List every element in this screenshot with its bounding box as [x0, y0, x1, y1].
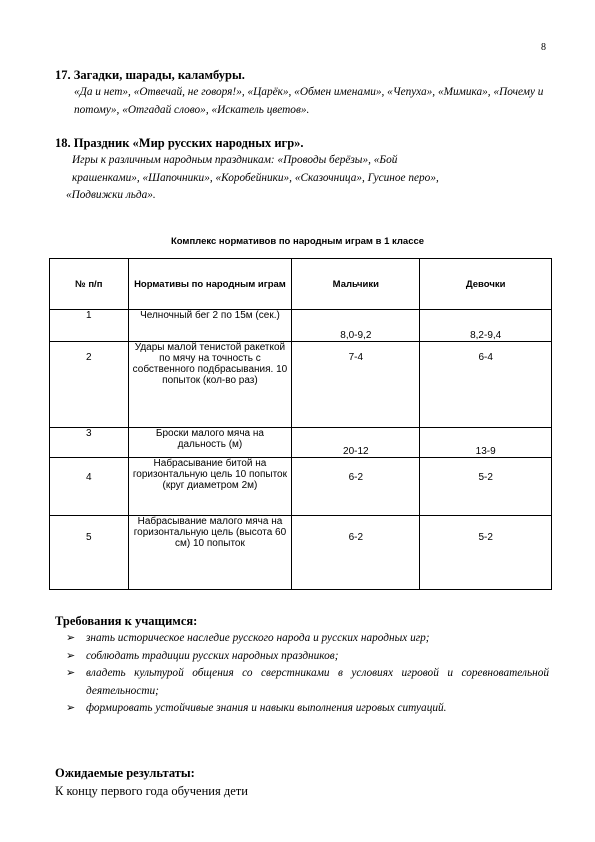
list-item [66, 630, 549, 648]
row-girls-value: 6-4 [420, 342, 552, 428]
row-boys-value: 6-2 [292, 516, 420, 590]
section-18-line-1: Игры к различным народным праздникам: «Проводы берёзы», «Бой [72, 154, 398, 166]
row-number: 3 [50, 428, 129, 458]
row-boys-value: 20-12 [292, 428, 420, 458]
row-girls-value: 5-2 [420, 516, 552, 590]
section-18-line-3: «Подвижки льда». [66, 189, 156, 201]
page-number: 8 [541, 42, 546, 53]
row-number: 2 [50, 342, 129, 428]
header-girls: Девочки [420, 259, 552, 310]
row-number: 4 [50, 458, 129, 516]
requirements-list [66, 630, 549, 718]
requirement-text: знать историческое наследие русского народа и русских народных игр; [86, 632, 430, 644]
row-boys-value: 7-4 [292, 342, 420, 428]
table-row [50, 428, 552, 458]
section-18-line-2: крашенками», «Шапочники», «Коробейники», «Сказочница», Гусиное перо», [72, 171, 439, 184]
requirement-text: владеть культурой общения со сверстниками в условиях игровой и соревновательной деятельности; [86, 667, 549, 697]
row-boys-value: 6-2 [292, 458, 420, 516]
row-number: 5 [50, 516, 129, 590]
list-item [66, 665, 549, 700]
table-row [50, 310, 552, 342]
header-number: № п/п [50, 259, 129, 310]
row-girls-value: 8,2-9,4 [420, 310, 552, 342]
row-boys-value: 8,0-9,2 [292, 310, 420, 342]
requirement-text: соблюдать традиции русских народных праздников; [86, 649, 339, 662]
results-title: Ожидаемые результаты: [55, 766, 195, 780]
section-18-games-list [66, 152, 547, 205]
header-norms: Нормативы по народным играм [128, 259, 292, 310]
table-row [50, 516, 552, 590]
table-title: Комплекс нормативов по народным играм в 1 классе [170, 236, 425, 247]
results-text: К концу первого года обучения дети [55, 784, 248, 798]
row-norm-name: Набрасывание битой на горизонтальную цель 10 попыток (круг диаметром 2м) [128, 458, 292, 516]
norms-table [49, 258, 552, 590]
arrowhead-bullet-icon: ➢ [66, 667, 76, 679]
list-item [66, 648, 549, 666]
row-girls-value: 5-2 [420, 458, 552, 516]
row-number: 1 [50, 310, 129, 342]
requirement-text: формировать устойчивые знания и навыки выполнения игровых ситуаций. [86, 702, 447, 714]
table-row [50, 342, 552, 428]
list-item [66, 700, 549, 718]
row-norm-name: Броски малого мяча на дальность (м) [128, 428, 292, 458]
requirements-title: Требования к учащимся: [55, 614, 198, 628]
section-17-games-list: «Да и нет», «Отвечай, не говоря!», «Царёк», «Обмен именами», «Чепуха», «Мимика», «Почему и потому», «Отгадай слово», «Искатель цветов». [74, 86, 544, 116]
arrowhead-bullet-icon: ➢ [66, 702, 76, 714]
row-norm-name: Удары малой тенистой ракеткой по мячу на точность с собственного подбрасывания. 10 попыток (кол-во раз) [128, 342, 292, 428]
row-norm-name: Челночный бег 2 по 15м (сек.) [128, 310, 292, 342]
table-row [50, 458, 552, 516]
header-boys: Мальчики [292, 259, 420, 310]
section-18-title: 18. Праздник «Мир русских народных игр». [55, 136, 304, 150]
row-girls-value: 13-9 [420, 428, 552, 458]
arrowhead-bullet-icon: ➢ [66, 632, 76, 644]
section-17-title: 17. Загадки, шарады, каламбуры. [55, 68, 245, 82]
table-header-row [50, 259, 552, 310]
row-norm-name: Набрасывание малого мяча на горизонтальную цель (высота 60 см) 10 попыток [128, 516, 292, 590]
arrowhead-bullet-icon: ➢ [66, 649, 76, 662]
